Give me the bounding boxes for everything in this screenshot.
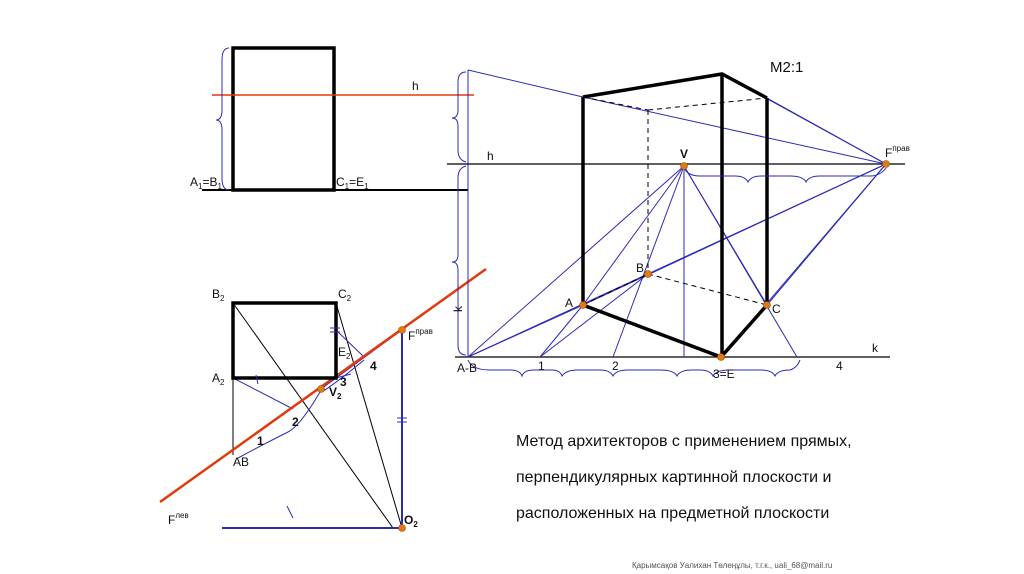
tick-mark bbox=[287, 506, 293, 518]
ground-line-1-a bbox=[540, 305, 583, 357]
vp-line-top-a bbox=[583, 97, 886, 164]
label-fprav: $F^{прав}$ bbox=[885, 144, 910, 160]
author-footer: Қарымсақов Уалихан Төлеңұлы, т.г.к., uali_68@mail.ru bbox=[632, 561, 833, 570]
label-a1-b1: $A_1=B_1$ bbox=[190, 175, 222, 191]
horizon-measure-brace bbox=[684, 168, 886, 182]
front-view bbox=[190, 48, 474, 191]
front-view-rectangle bbox=[233, 48, 334, 190]
description-line-1: Метод архитекторов с применением прямых, bbox=[516, 433, 852, 450]
point-e bbox=[718, 354, 725, 361]
perspective-view bbox=[447, 59, 910, 381]
label-c1-e1: $C_1=E_1$ bbox=[336, 175, 369, 191]
ground-measure-brace bbox=[468, 360, 800, 376]
label-c2: $C_2$ bbox=[338, 287, 352, 303]
ground-line-1-b bbox=[540, 274, 648, 357]
label-k-side: k bbox=[451, 306, 465, 312]
label-n2-plan: 2 bbox=[292, 415, 299, 429]
height-brace-front bbox=[216, 48, 229, 190]
point-fprav bbox=[883, 161, 890, 168]
label-k: k bbox=[872, 341, 878, 355]
hidden-edge-top-a bbox=[583, 97, 648, 110]
plan-perp-a2 bbox=[233, 378, 293, 409]
label-n1-plan: 1 bbox=[257, 434, 264, 448]
label-fprav-plan: $F^{прав}$ bbox=[408, 327, 433, 343]
point-v bbox=[681, 163, 688, 170]
label-n3-plan: 3 bbox=[340, 375, 347, 389]
ground-line-to-a bbox=[468, 305, 583, 357]
label-a: A bbox=[565, 296, 574, 310]
description-line-3: расположенных на предметной плоскости bbox=[516, 505, 830, 522]
scale-label: М2:1 bbox=[770, 59, 804, 76]
label-h-top: h bbox=[412, 79, 419, 93]
label-e2: $E_2$ bbox=[338, 345, 351, 361]
label-b2: $B_2$ bbox=[212, 287, 225, 303]
label-o2: $O_2$ bbox=[404, 513, 418, 529]
vp-line-a bbox=[583, 164, 886, 305]
description-line-2: перпендикулярных картинной плоскости и bbox=[516, 469, 832, 486]
label-c: C bbox=[772, 302, 781, 316]
label-a-b-base: A-B bbox=[457, 361, 478, 375]
point-fprav-plan bbox=[399, 327, 406, 334]
vp-line-c bbox=[767, 164, 886, 305]
vp-line-top-c bbox=[767, 98, 886, 164]
point-b bbox=[645, 271, 652, 278]
point-a bbox=[580, 302, 587, 309]
label-flev: $F^{лев}$ bbox=[168, 511, 189, 527]
label-n2-ground: 2 bbox=[612, 359, 619, 373]
label-b: B bbox=[636, 261, 645, 275]
height-transfer-line bbox=[468, 70, 583, 97]
v-line-ab bbox=[468, 166, 684, 357]
label-v: V bbox=[680, 147, 689, 161]
label-ab: AB bbox=[233, 455, 250, 469]
point-v2 bbox=[318, 386, 325, 393]
hidden-edge-b-c bbox=[648, 274, 767, 305]
point-c bbox=[764, 302, 771, 309]
label-n4-plan: 4 bbox=[370, 359, 377, 373]
prism-outline bbox=[583, 74, 767, 357]
label-3-e: 3=E bbox=[713, 367, 735, 381]
v-line-4 bbox=[684, 166, 797, 357]
label-n1-ground: 1 bbox=[538, 359, 545, 373]
plan-rectangle bbox=[233, 303, 336, 378]
v-line-a bbox=[583, 166, 684, 305]
plan-view bbox=[160, 269, 486, 532]
label-a2: $A_2$ bbox=[212, 371, 225, 387]
hidden-edge-top-b bbox=[648, 98, 767, 110]
label-n4-ground: 4 bbox=[836, 359, 843, 373]
label-v2: $V_2$ bbox=[329, 385, 342, 401]
label-h-main: h bbox=[487, 149, 494, 163]
